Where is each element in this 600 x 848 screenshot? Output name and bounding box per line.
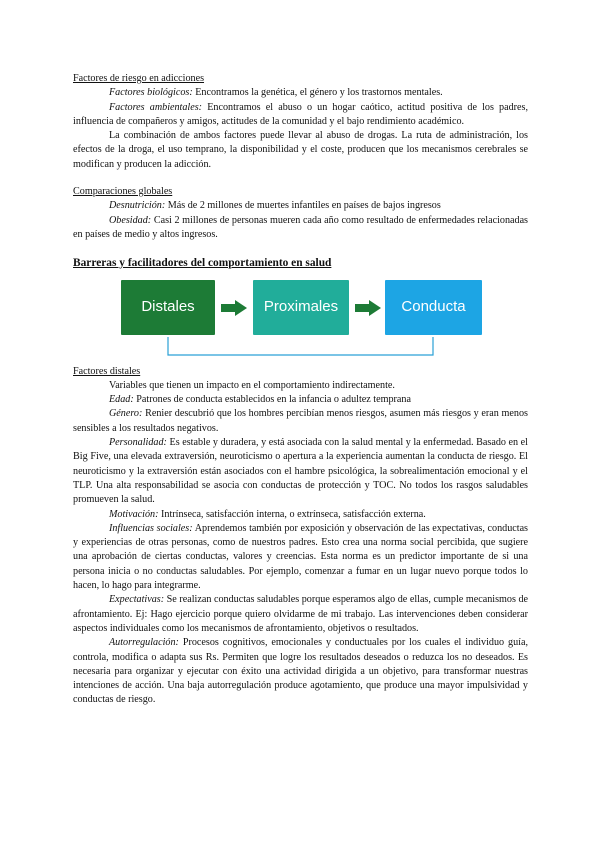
section-title-barriers: Barreras y facilitadores del comportamiento en salud (73, 257, 332, 270)
behavior-diagram (73, 280, 528, 364)
text-malnutrition: Más de 2 millones de muertes infantiles en países de bajos ingresos (165, 200, 441, 212)
paragraph-malnutrition (73, 199, 528, 213)
diagram-box-behavior: Conducta (385, 280, 482, 335)
text-gender: Renier descubrió que los hombres percibían menos riesgos, asumen más riesgos y eran menos sensibles a los resultados negativos. (73, 408, 528, 434)
term-age: Edad: (109, 394, 134, 406)
section-heading-distal-factors: Factores distales (73, 365, 141, 377)
section-heading-risk-factors: Factores de riesgo en adicciones (73, 73, 205, 84)
paragraph-personality (73, 436, 528, 507)
term-biological-factors: Factores biológicos: (109, 87, 193, 99)
term-expectations: Expectativas: (109, 594, 165, 606)
section-heading-global-comparisons: Comparaciones globales (73, 186, 173, 198)
text-expectations: Se realizan conductas saludables porque esperamos algo de ellas, cumple mecanismos de afrontamiento. Ej: Hago ejercicio porque quiero olvidarme de mi trabajo. Las intervenciones deben considerar aspectos individuales como los mecanismos de afrontamiento, objetivos o resultados. (73, 594, 528, 634)
term-social-influences: Influencias sociales: (109, 522, 193, 534)
term-motivation: Motivación: (109, 508, 159, 520)
text-biological-factors: Encontramos la genética, el género y los trastornos mentales. (192, 87, 443, 99)
diagram-box-proximal: Proximales (253, 280, 349, 335)
text-motivation: Intrínseca, satisfacción interna, o extrínseca, satisfacción externa. (158, 508, 426, 520)
text-personality: Es estable y duradera, y está asociada con la salud mental y la enfermedad. Basado en el Big Five, una elevada extraversión, neuroticismo o apertura a la experiencia aumentan la conducta de riesgo. El neuroticismo y la extraversión están asociados con el hambre psicológica, la sobrealimentación emocional y el TLP. Una alta responsabilidad se asocia con conductas de protección y TOC. No todos los rasgos saludables promueven la salud. (73, 437, 528, 506)
term-obesity: Obesidad: (109, 214, 152, 226)
term-personality: Personalidad: (109, 437, 167, 449)
paragraph-obesity (73, 214, 528, 243)
text-self-regulation: Procesos cognitivos, emocionales y conductuales por los cuales el individuo guía, controla, modifica o adapta sus Rs. Permiten que logre los resultados deseados o reduzca los no deseados. Es necesaria para organizar y ejecutar con éxito una actividad dirigida a un objetivo, para transformar nuestras intenciones de acción. Una baja autorregulación produce agotamiento, que produce una mayor impulsividad y conductas de riesgo. (73, 637, 528, 706)
diagram-box-distal: Distales (121, 280, 215, 335)
term-gender: Género: (109, 408, 143, 420)
text-environmental-factors: Encontramos el abuso o un hogar caótico, actitud positiva de los padres, influencia de compañeros y amigos, actitudes de la comunidad y el bajo rendimiento académico. (73, 101, 528, 127)
text-obesity: Casi 2 millones de personas mueren cada año como resultado de enfermedades relacionadas en países de medio y altos ingresos. (73, 214, 528, 240)
paragraph-self-regulation (73, 636, 528, 707)
term-environmental-factors: Factores ambientales: (109, 101, 203, 113)
document-page (73, 72, 528, 708)
paragraph-combination: La combinación de ambos factores puede llevar al abuso de drogas. La ruta de administración, los efectos de la droga, el uso temprano, la disponibilidad y el coste, producen que los mecanismos cerebrales se modifican y producen la adicción. (73, 130, 528, 170)
feedback-line-icon (73, 280, 528, 364)
paragraph-social-influences (73, 522, 528, 593)
term-malnutrition: Desnutrición: (109, 200, 166, 212)
term-self-regulation: Autorregulación: (109, 637, 179, 649)
paragraph-environmental-factors (73, 101, 528, 130)
paragraph-gender (73, 407, 528, 436)
paragraph-biological-factors (73, 86, 528, 100)
paragraph-distal-intro: Variables que tienen un impacto en el comportamiento indirectamente. (109, 379, 395, 391)
text-age: Patrones de conducta establecidos en la infancia o adultez temprana (133, 394, 411, 406)
text-social-influences: Aprendemos también por exposición y observación de las expectativas, conductas y experiencias de otras personas, como de nuestros padres. Esto crea una norma social percibida, que sugiere una aprobación de ciertas conductas, valores y creencias. Esta norma es un predictor importante de si una persona inicia o no conductas saludables. Por ejemplo, comenzar a fumar en un lugar nuevo porque todos lo hacen, lo hago para integrarme. (73, 522, 528, 592)
paragraph-age (73, 393, 528, 407)
paragraph-expectations (73, 593, 528, 636)
paragraph-motivation (73, 508, 528, 522)
